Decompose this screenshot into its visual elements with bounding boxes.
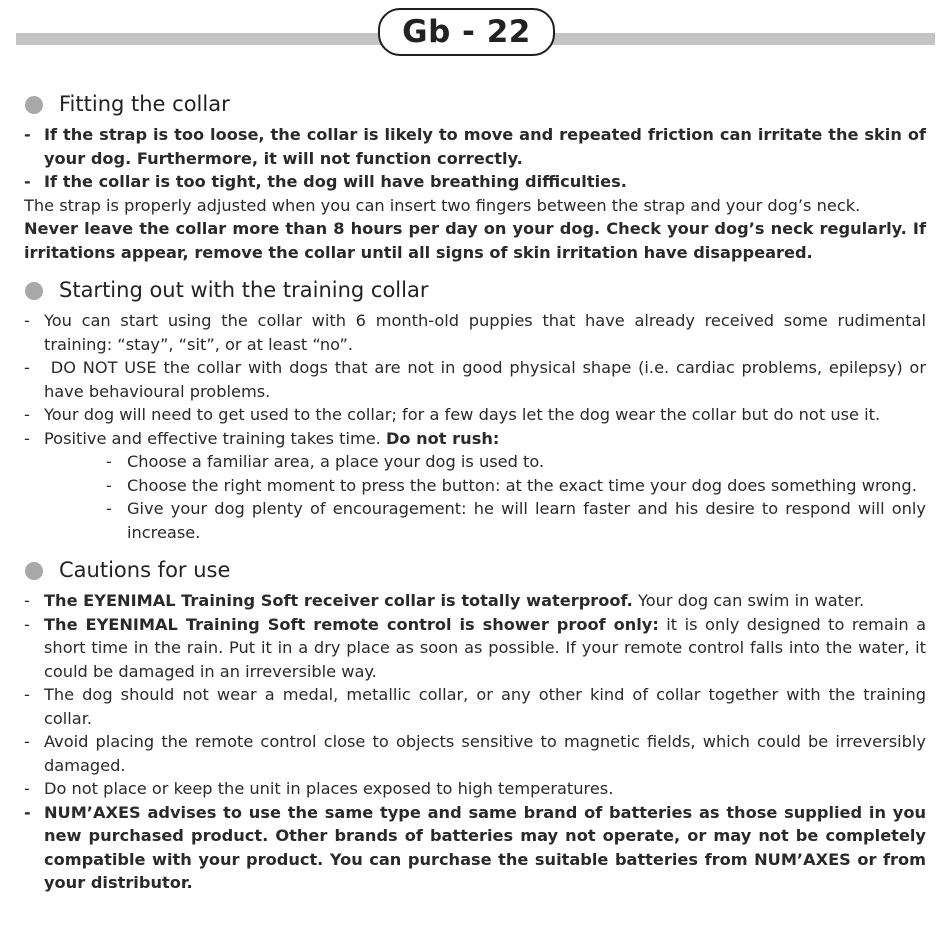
list-item: - If the collar is too tight, the dog will have breathing difficulties. bbox=[24, 172, 627, 191]
list-item: - The EYENIMAL Training Soft receiver collar is totally waterproof. Your dog can swim in water. bbox=[24, 591, 865, 610]
paragraph: The strap is properly adjusted when you can insert two fingers between the strap and your dog’s neck. bbox=[24, 195, 861, 215]
list-item: - The EYENIMAL Training Soft remote control is shower proof only: it is only designed to remain a short time in the rain. Put it in a dry place as soon as possible. If your remote control falls into the water, it could be damaged in an irreversible way. bbox=[24, 614, 926, 681]
section-heading bbox=[24, 276, 926, 306]
list-item: - You can start using the collar with 6 month-old puppies that have already received some rudimental training: “stay”, “sit”, or at least “no”. bbox=[24, 311, 926, 354]
heading-bullet-icon bbox=[25, 562, 43, 580]
section-title: Fitting the collar bbox=[59, 92, 230, 117]
section-heading bbox=[24, 556, 926, 586]
sub-list-item: - Choose a familiar area, a place your dog is used to. bbox=[106, 452, 545, 471]
heading-bullet-icon bbox=[25, 96, 43, 114]
heading-bullet-icon bbox=[25, 282, 43, 300]
section-heading bbox=[24, 90, 926, 120]
section-fitting bbox=[24, 90, 926, 264]
warning-paragraph: Never leave the collar more than 8 hours per day on your dog. Check your dog’s neck regularly. If irritations appear, remove the collar until all signs of skin irritation have disappeared. bbox=[24, 219, 926, 262]
sub-list-item: - Choose the right moment to press the button: at the exact time your dog does something wrong. bbox=[106, 475, 917, 495]
list-item: - If the strap is too loose, the collar is likely to move and repeated friction can irritate the skin of your dog. Furthermore, it will not function correctly. bbox=[24, 125, 926, 168]
list-item: - The dog should not wear a medal, metallic collar, or any other kind of collar together with the training collar. bbox=[24, 685, 926, 728]
section-starting bbox=[24, 276, 932, 544]
list-item: - Your dog will need to get used to the collar; for a few days let the dog wear the collar but do not use it. bbox=[24, 405, 881, 424]
section-title: Starting out with the training collar bbox=[59, 278, 429, 303]
section-title: Cautions for use bbox=[59, 558, 231, 583]
sub-list-item: - Give your dog plenty of encouragement: he will learn faster and his desire to respond will only increase. bbox=[106, 499, 926, 542]
list-item: - NUM’AXES advises to use the same type and same brand of batteries as those supplied in you new purchased product. Other brands of batteries may not operate, or may not be completely compatible with your product. You can purchase the suitable batteries from NUM’AXES or from your distributor. bbox=[24, 802, 926, 892]
list-item: - Avoid placing the remote control close to objects sensitive to magnetic fields, which could be irreversibly damaged. bbox=[24, 732, 926, 775]
document-body bbox=[24, 90, 932, 907]
list-item: - Do not place or keep the unit in places exposed to high temperatures. bbox=[24, 779, 614, 798]
page-number-label: Gb - 22 bbox=[378, 8, 555, 56]
list-item: - Positive and effective training takes time. Do not rush: bbox=[24, 428, 500, 448]
list-item: - DO NOT USE the collar with dogs that are not in good physical shape (i.e. cardiac problems, epilepsy) or have behavioural problems. bbox=[24, 358, 932, 401]
section-cautions bbox=[24, 556, 926, 895]
